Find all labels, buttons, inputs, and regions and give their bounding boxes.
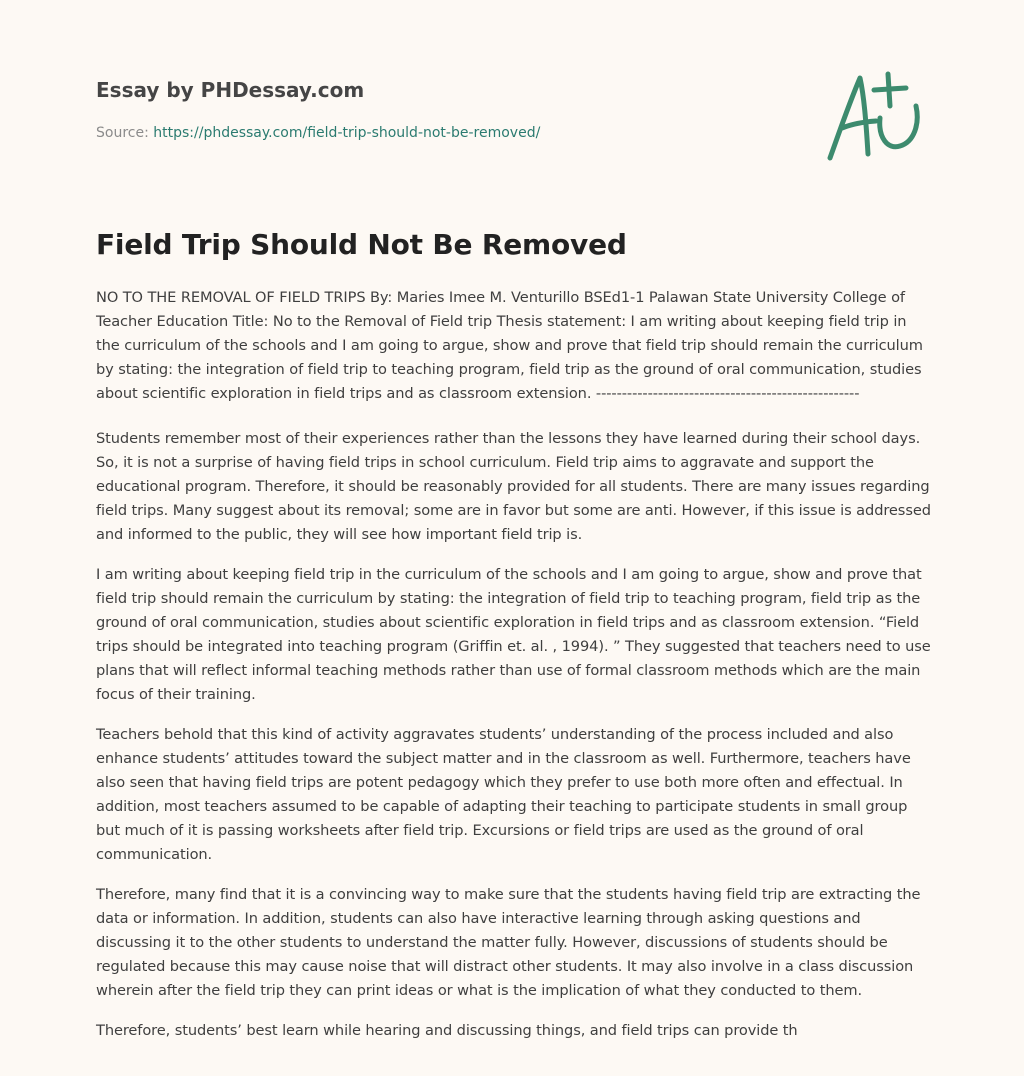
source-link[interactable]: https://phdessay.com/field-trip-should-not-be-removed/ xyxy=(153,125,541,141)
paragraph: Therefore, students’ best learn while hearing and discussing things, and field trips can provide th xyxy=(96,1022,798,1039)
paragraph: Students remember most of their experiences rather than the lessons they have learned during their school days. So, it is not a surprise of having field trips in school curriculum. Field trip aims to aggravate and support the educational program. Therefore, it should be reasonably provided for all students. There are many issues regarding field trips. Many suggest about its removal; some are in favor but some are anti. However, if this issue is addressed and informed to the public, they will see how important field trip is. xyxy=(96,430,931,543)
site-brand: Essay by PHDessay.com xyxy=(96,78,365,102)
essay-body xyxy=(96,286,932,1059)
source-line xyxy=(96,123,696,143)
header xyxy=(96,76,696,143)
paragraph: NO TO THE REMOVAL OF FIELD TRIPS By: Maries Imee M. Venturillo BSEd1-1 Palawan State University College of Teacher Education Title: No to the Removal of Field trip Thesis statement: I am writing about keeping field trip in the curriculum of the schools and I am going to argue, show and prove that field trip should remain the curriculum by stating: the integration of field trip to teaching program, field trip as the ground of oral communication, studies about scientific exploration in field trips and as classroom extension. --------------------------------------------------- xyxy=(96,289,923,402)
source-label: Source: xyxy=(96,125,154,141)
paragraph: Teachers behold that this kind of activity aggravates students’ understanding of the process included and also enhance students’ attitudes toward the subject matter and in the classroom as well. Furthermore, teachers have also seen that having field trips are potent pedagogy which they prefer to use both more often and effectual. In addition, most teachers assumed to be capable of adapting their teaching to participate students in small group but much of it is passing worksheets after field trip. Excursions or field trips are used as the ground of oral communication. xyxy=(96,726,911,863)
essay-title: Field Trip Should Not Be Removed xyxy=(96,228,627,261)
paragraph: Therefore, many find that it is a convincing way to make sure that the students having field trip are extracting the data or information. In addition, students can also have interactive learning through asking questions and discussing it to the other students to understand the matter fully. However, discussions of students should be regulated because this may cause noise that will distract other students. It may also involve in a class discussion wherein after the field trip they can print ideas or what is the implication of what they conducted to them. xyxy=(96,886,921,999)
paragraph: I am writing about keeping field trip in the curriculum of the schools and I am going to argue, show and prove that field trip should remain the curriculum by stating: the integration of field trip to teaching program, field trip as the ground of oral communication, studies about scientific exploration in field trips and as classroom extension. “Field trips should be integrated into teaching program (Griffin et. al. , 1994). ” They suggested that teachers need to use plans that will reflect informal teaching methods rather than use of formal classroom methods which are the main focus of their training. xyxy=(96,566,931,703)
a-plus-grade-icon xyxy=(820,66,930,166)
